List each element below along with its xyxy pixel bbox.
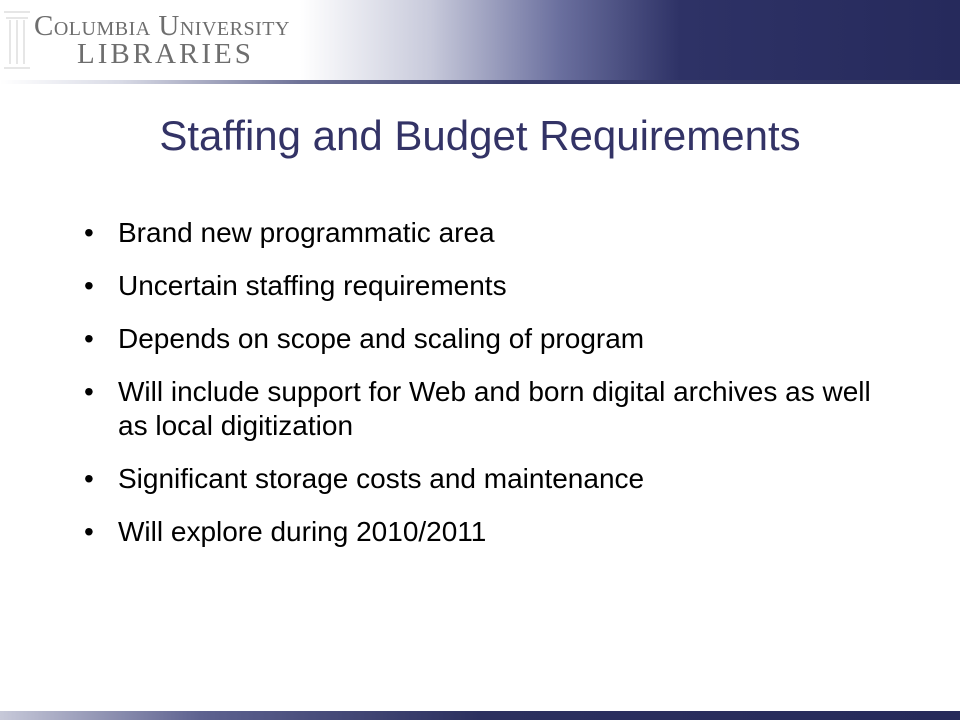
bullet-dot: •: [84, 463, 94, 494]
bullet-text: Uncertain staffing requirements: [118, 270, 507, 301]
bullet-text: Brand new programmatic area: [118, 217, 495, 248]
bullet-text: Significant storage costs and maintenance: [118, 463, 645, 494]
bullet-text: Depends on scope and scaling of program: [118, 323, 645, 354]
bullet-dot: •: [84, 516, 94, 547]
bullet-item: [84, 375, 884, 443]
column-icon: [2, 4, 32, 74]
header-divider: [0, 80, 960, 84]
footer-band: [0, 711, 960, 720]
bullet-item: [84, 462, 884, 496]
columbia-libraries-logo: [0, 0, 300, 80]
bullet-item: [84, 216, 884, 250]
bullet-dot: •: [84, 376, 94, 407]
bullet-dot: •: [84, 270, 94, 301]
bullet-item: [84, 269, 884, 303]
slide-title: Staffing and Budget Requirements: [159, 112, 801, 159]
bullet-text: Will explore during 2010/2011: [118, 516, 487, 547]
logo-libraries-text: LIBRARIES: [77, 38, 254, 70]
bullet-list: [84, 216, 884, 568]
bullet-text: Will include support for Web and born digital archives as well as local digitization: [118, 376, 871, 441]
bullet-dot: •: [84, 323, 94, 354]
bullet-dot: •: [84, 217, 94, 248]
logo-university-text: Columbia University: [34, 10, 290, 42]
bullet-item: [84, 322, 884, 356]
bullet-item: [84, 515, 884, 549]
